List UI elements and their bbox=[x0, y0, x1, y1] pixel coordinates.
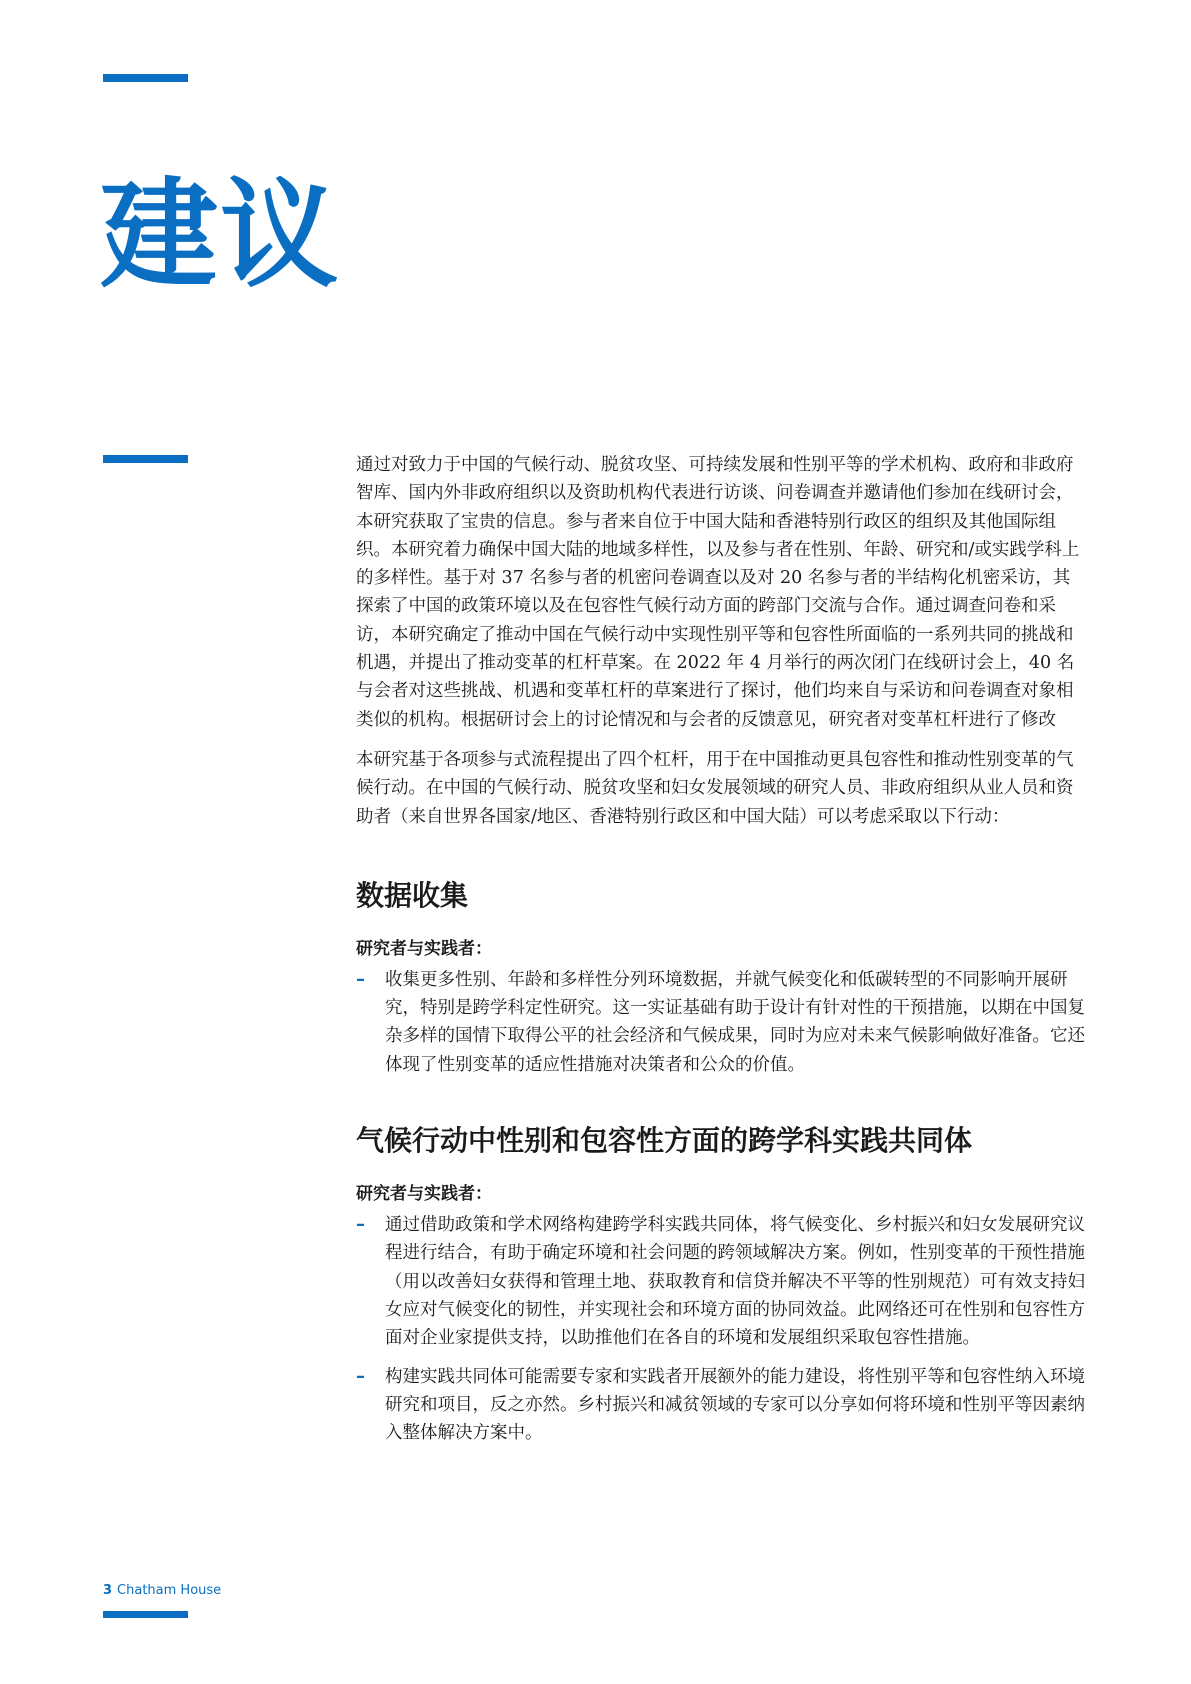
page-title: 建议 bbox=[100, 166, 341, 304]
intro-paragraph: 通过对致力于中国的气候行动、脱贫攻坚、可持续发展和性别平等的学术机构、政府和非政府智库、国内外非政府组织以及资助机构代表进行访谈、问卷调查并邀请他们参加在线研讨会，本研究获取了宝贵的信息。参与者来自位于中国大陆和香港特别行政区的组织及其他国际组织。本研究着力确保中国大陆的地域多样性，以及参与者在性别、年龄、研究和/或实践学科上的多样性。基于对 37 名参与者的机密问卷调查以及对 20 名参与者的半结构化机密采访，其探索了中国的政策环境以及在包容性气候行动方面的跨部门交流与合作。通过调查问卷和采访，本研究确定了推动中国在气候行动中实现性别平等和包容性所面临的一系列共同的挑战和机遇，并提出了推动变革的杠杆草案。在 2022 年 4 月举行的两次闭门在线研讨会上，40 名与会者对这些挑战、机遇和变革杠杆的草案进行了探讨，他们均来自与采访和问卷调查对象相类似的机构。根据研讨会上的讨论情况和与会者的反馈意见，研究者对变革杠杆进行了修改 bbox=[356, 455, 1080, 730]
main-content bbox=[356, 451, 1101, 1457]
bullet-item bbox=[356, 966, 1101, 1079]
section-subheading: 研究者与实践者： bbox=[356, 938, 492, 959]
bullet-item bbox=[356, 1211, 1101, 1352]
page-footer bbox=[103, 1582, 221, 1600]
bullet-text: 收集更多性别、年龄和多样性分列环境数据，并就气候变化和低碳转型的不同影响开展研究，特别是跨学科定性研究。这一实证基础有助于设计有针对性的干预措施，以期在中国复杂多样的国情下取得公平的社会经济和气候成果，同时为应对未来气候影响做好准备。它还体现了性别变革的适应性措施对决策者和公众的价值。 bbox=[385, 969, 1085, 1075]
publisher-name: Chatham House bbox=[117, 1583, 222, 1598]
section-heading-community-of-practice: 气候行动中性别和包容性方面的跨学科实践共同体 bbox=[356, 1124, 973, 1158]
dash-bullet-icon: – bbox=[356, 968, 365, 990]
bullet-text: 通过借助政策和学术网络构建跨学科实践共同体，将气候变化、乡村振兴和妇女发展研究议程进行结合，有助于确定环境和社会问题的跨领域解决方案。例如，性别变革的干预性措施（用以改善妇女获得和管理土地、获取教育和信贷并解决不平等的性别规范）可有效支持妇女应对气候变化的韧性，并实现社会和环境方面的协同效益。此网络还可在性别和包容性方面对企业家提供支持，以助推他们在各自的环境和发展组织采取包容性措施。 bbox=[385, 1215, 1085, 1349]
section-subheading: 研究者与实践者： bbox=[356, 1184, 492, 1205]
top-accent-rule bbox=[103, 74, 188, 82]
page-number: 3 bbox=[103, 1583, 113, 1598]
dash-bullet-icon: – bbox=[356, 1214, 365, 1236]
bullet-item bbox=[356, 1363, 1101, 1448]
footer-accent-rule bbox=[103, 1611, 188, 1618]
dash-bullet-icon: – bbox=[356, 1365, 365, 1387]
section-accent-rule bbox=[103, 455, 188, 463]
bullet-text: 构建实践共同体可能需要专家和实践者开展额外的能力建设，将性别平等和包容性纳入环境研究和项目，反之亦然。乡村振兴和减贫领域的专家可以分享如何将环境和性别平等因素纳入整体解决方案中。 bbox=[385, 1366, 1085, 1444]
section-heading-data-collection: 数据收集 bbox=[356, 878, 469, 912]
intro-paragraph: 本研究基于各项参与式流程提出了四个杠杆，用于在中国推动更具包容性和推动性别变革的气候行动。在中国的气候行动、脱贫攻坚和妇女发展领域的研究人员、非政府组织从业人员和资助者（来自世界各国家/地区、香港特别行政区和中国大陆）可以考虑采取以下行动： bbox=[356, 749, 1074, 827]
